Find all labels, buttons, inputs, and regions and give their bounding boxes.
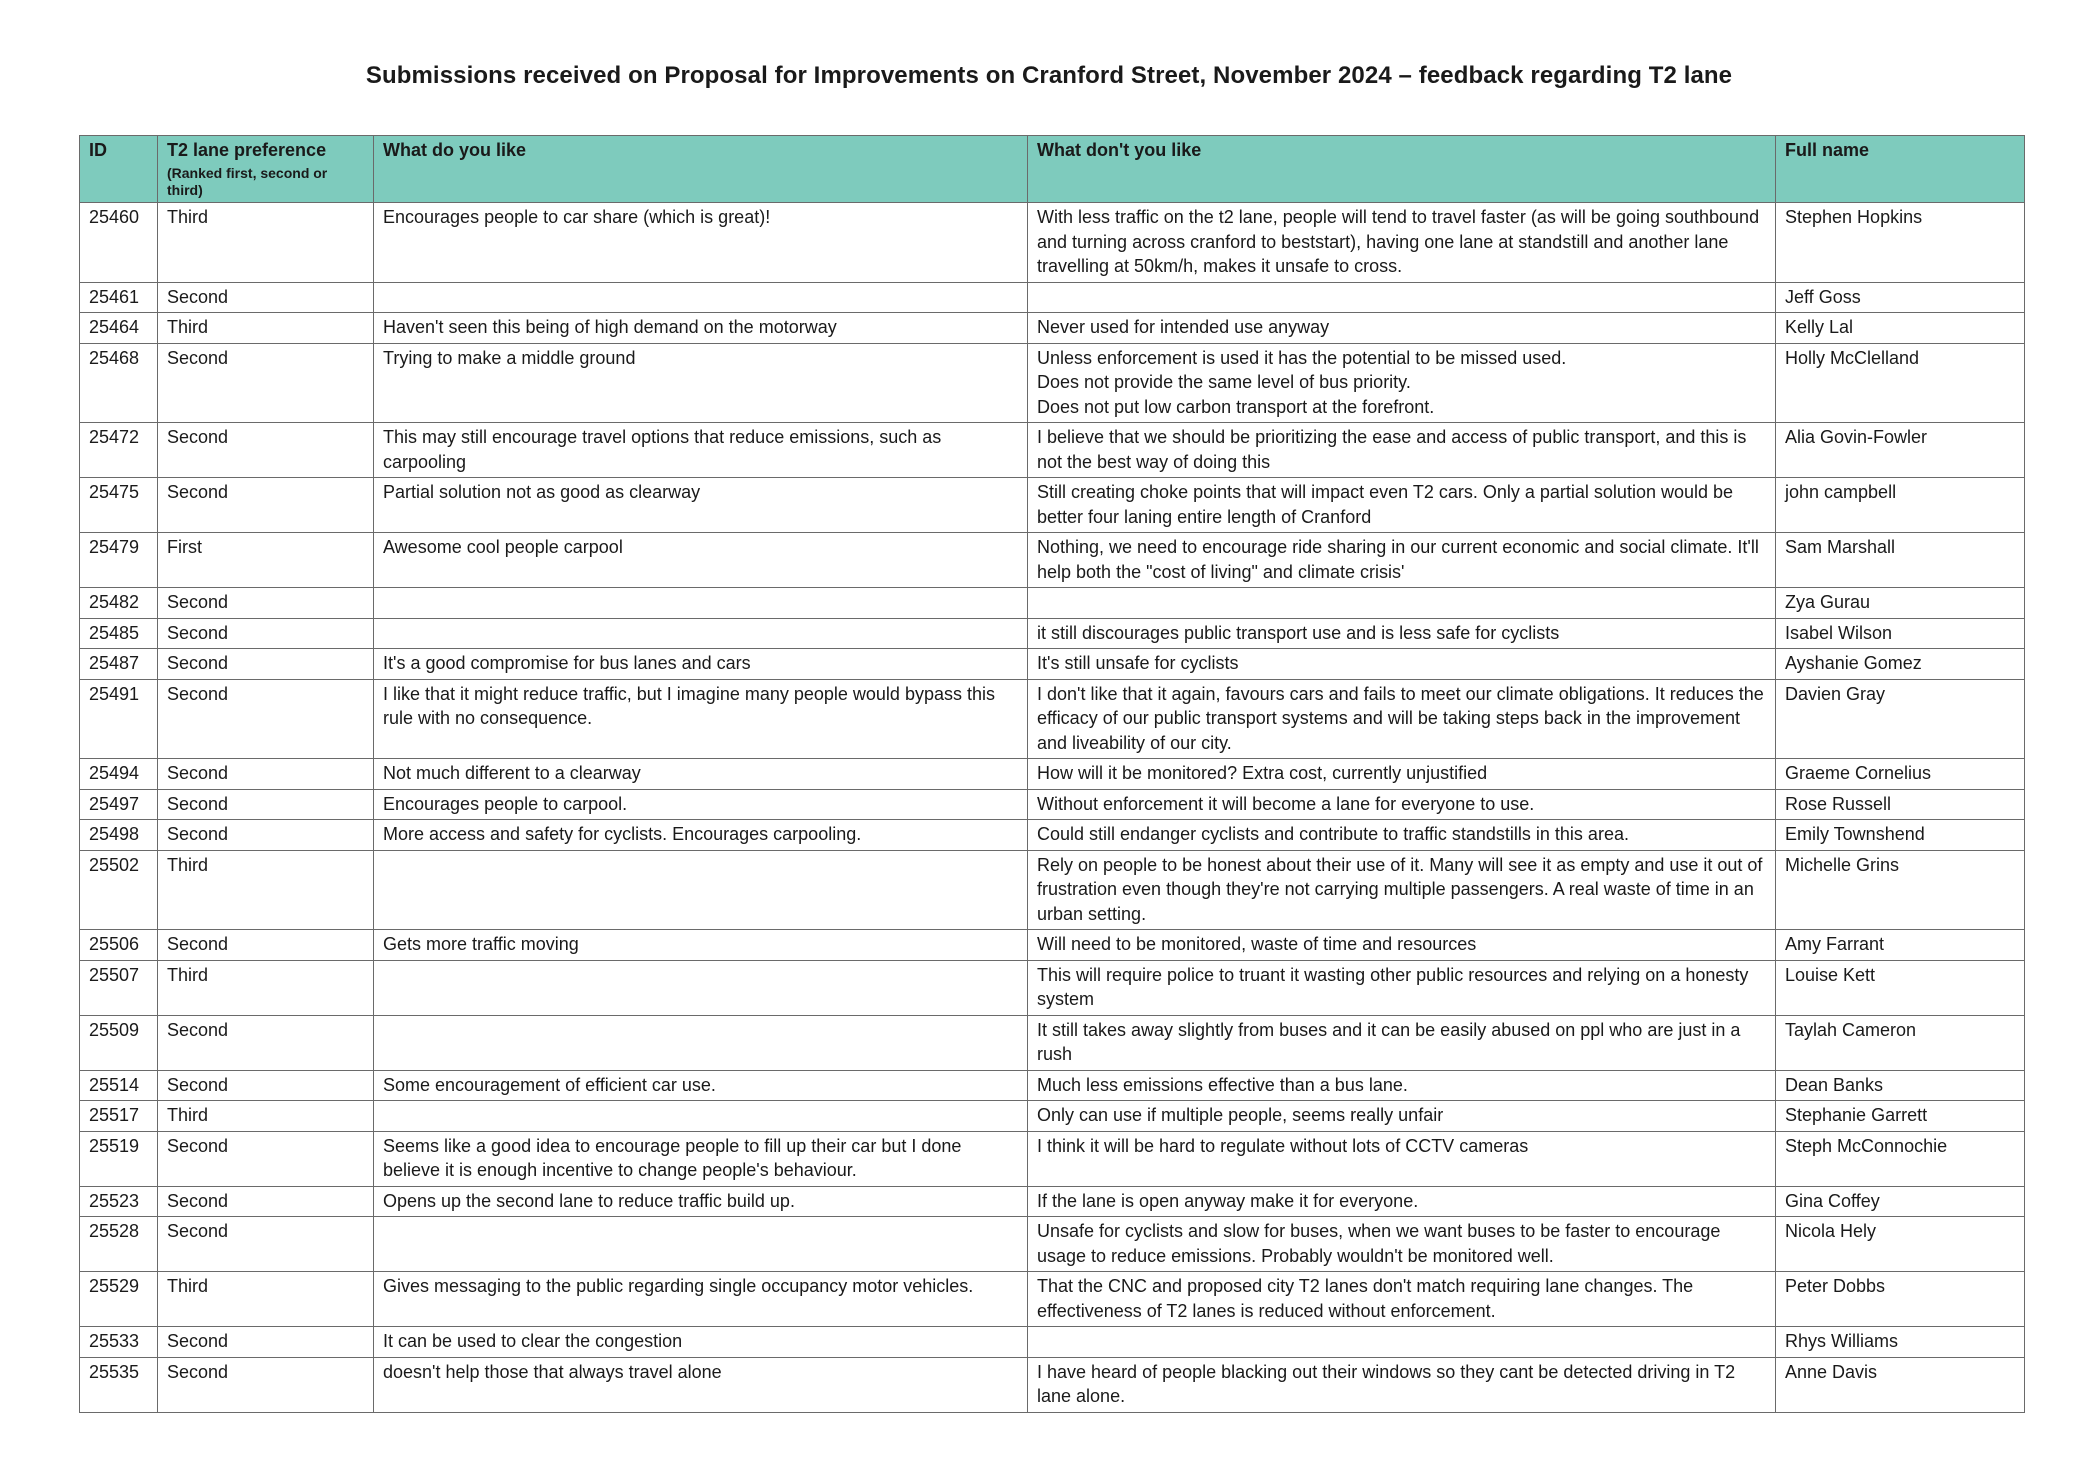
cell-full-name: Zya Gurau xyxy=(1776,588,2025,619)
dislike-line: I have heard of people blacking out their windows so they cant be detected driving in T2 lane alone. xyxy=(1037,1361,1736,1406)
cell-like xyxy=(374,1217,1028,1272)
submissions-table xyxy=(79,135,2025,1413)
cell-preference: Second xyxy=(158,1357,374,1412)
cell-preference: Second xyxy=(158,1327,374,1358)
cell-full-name: Nicola Hely xyxy=(1776,1217,2025,1272)
cell-id: 25517 xyxy=(80,1101,158,1132)
cell-id: 25485 xyxy=(80,618,158,649)
cell-dislike xyxy=(1028,649,1776,680)
table-row xyxy=(80,930,2025,961)
cell-dislike xyxy=(1028,1070,1776,1101)
cell-like: Gives messaging to the public regarding single occupancy motor vehicles. xyxy=(374,1272,1028,1327)
cell-like: More access and safety for cyclists. Encourages carpooling. xyxy=(374,820,1028,851)
cell-full-name: Sam Marshall xyxy=(1776,533,2025,588)
table-row xyxy=(80,1272,2025,1327)
cell-id: 25514 xyxy=(80,1070,158,1101)
cell-preference: Second xyxy=(158,1070,374,1101)
cell-full-name: Stephen Hopkins xyxy=(1776,203,2025,283)
cell-dislike xyxy=(1028,423,1776,478)
cell-id: 25491 xyxy=(80,679,158,759)
cell-full-name: Louise Kett xyxy=(1776,960,2025,1015)
cell-like: Gets more traffic moving xyxy=(374,930,1028,961)
dislike-line: Unless enforcement is used it has the potential to be missed used. xyxy=(1037,347,1567,368)
cell-dislike xyxy=(1028,820,1776,851)
cell-like: Awesome cool people carpool xyxy=(374,533,1028,588)
cell-preference: Second xyxy=(158,930,374,961)
cell-dislike xyxy=(1028,478,1776,533)
cell-full-name: Anne Davis xyxy=(1776,1357,2025,1412)
cell-dislike xyxy=(1028,343,1776,423)
cell-dislike xyxy=(1028,1327,1776,1358)
table-row xyxy=(80,1131,2025,1186)
cell-dislike xyxy=(1028,960,1776,1015)
cell-id: 25472 xyxy=(80,423,158,478)
header-preference-subtitle: (Ranked first, second or third) xyxy=(167,164,328,198)
cell-dislike xyxy=(1028,759,1776,790)
dislike-line: Nothing, we need to encourage ride sharing in our current economic and social climate. It'll help both the "cost of living" and climate crisis' xyxy=(1037,537,1759,582)
cell-full-name: john campbell xyxy=(1776,478,2025,533)
table-row xyxy=(80,960,2025,1015)
dislike-line: Does not provide the same level of bus priority. xyxy=(1037,372,1411,392)
cell-like: Encourages people to car share (which is great)! xyxy=(374,203,1028,283)
cell-like: Seems like a good idea to encourage people to fill up their car but I done believe it is enough incentive to change people's behaviour. xyxy=(374,1131,1028,1186)
cell-like xyxy=(374,1101,1028,1132)
cell-preference: Third xyxy=(158,850,374,930)
cell-dislike xyxy=(1028,1217,1776,1272)
cell-like: doesn't help those that always travel alone xyxy=(374,1357,1028,1412)
header-name: Full name xyxy=(1776,136,2025,203)
cell-preference: Second xyxy=(158,1186,374,1217)
cell-full-name: Graeme Cornelius xyxy=(1776,759,2025,790)
cell-like: Not much different to a clearway xyxy=(374,759,1028,790)
cell-like xyxy=(374,960,1028,1015)
cell-id: 25487 xyxy=(80,649,158,680)
cell-full-name: Peter Dobbs xyxy=(1776,1272,2025,1327)
dislike-line: I don't like that it again, favours cars and fails to meet our climate obligations. It reduces the efficacy of our public transport systems and will be taking steps back in the improvement and liveability of our city. xyxy=(1037,683,1764,753)
cell-dislike xyxy=(1028,789,1776,820)
cell-id: 25479 xyxy=(80,533,158,588)
dislike-line: it still discourages public transport use and is less safe for cyclists xyxy=(1037,622,1560,643)
table-row xyxy=(80,1070,2025,1101)
dislike-line: With less traffic on the t2 lane, people will tend to travel faster (as will be going southbound and turning across cranford to beststart), having one lane at standstill and another lane travelling at 50km/h, makes it unsafe to cross. xyxy=(1037,207,1760,276)
dislike-line: Rely on people to be honest about their use of it. Many will see it as empty and use it out of frustration even though they're not carrying multiple passengers. A real waste of time in an urban setting. xyxy=(1037,854,1763,924)
cell-preference: Third xyxy=(158,1272,374,1327)
cell-preference: Second xyxy=(158,1217,374,1272)
cell-id: 25497 xyxy=(80,789,158,820)
cell-full-name: Michelle Grins xyxy=(1776,850,2025,930)
cell-full-name: Amy Farrant xyxy=(1776,930,2025,961)
table-row xyxy=(80,1015,2025,1070)
cell-dislike xyxy=(1028,533,1776,588)
cell-id: 25460 xyxy=(80,203,158,283)
cell-dislike xyxy=(1028,313,1776,344)
cell-dislike xyxy=(1028,1015,1776,1070)
cell-like xyxy=(374,282,1028,313)
dislike-line: Never used for intended use anyway xyxy=(1037,317,1330,337)
cell-like xyxy=(374,588,1028,619)
cell-dislike xyxy=(1028,1131,1776,1186)
dislike-line: If the lane is open anyway make it for everyone. xyxy=(1037,1190,1419,1211)
cell-like: Some encouragement of efficient car use. xyxy=(374,1070,1028,1101)
cell-preference: Third xyxy=(158,313,374,344)
table-row xyxy=(80,313,2025,344)
cell-preference: Second xyxy=(158,1015,374,1070)
cell-like: Encourages people to carpool. xyxy=(374,789,1028,820)
cell-full-name: Dean Banks xyxy=(1776,1070,2025,1101)
cell-full-name: Emily Townshend xyxy=(1776,820,2025,851)
cell-id: 25464 xyxy=(80,313,158,344)
cell-preference: Second xyxy=(158,789,374,820)
table-row xyxy=(80,679,2025,759)
dislike-line: Without enforcement it will become a lane for everyone to use. xyxy=(1037,793,1535,814)
cell-full-name: Rose Russell xyxy=(1776,789,2025,820)
cell-preference: Third xyxy=(158,960,374,1015)
cell-like: Opens up the second lane to reduce traffic build up. xyxy=(374,1186,1028,1217)
dislike-line: It still takes away slightly from buses and it can be easily abused on ppl who are just in a rush xyxy=(1037,1019,1741,1064)
cell-preference: Second xyxy=(158,649,374,680)
cell-dislike xyxy=(1028,930,1776,961)
cell-id: 25519 xyxy=(80,1131,158,1186)
table-row xyxy=(80,203,2025,283)
dislike-line: Much less emissions effective than a bus lane. xyxy=(1037,1074,1408,1095)
cell-dislike xyxy=(1028,282,1776,313)
dislike-line: It's still unsafe for cyclists xyxy=(1037,653,1239,673)
dislike-line: That the CNC and proposed city T2 lanes don't match requiring lane changes. The effectiveness of T2 lanes is reduced without enforcement. xyxy=(1037,1276,1694,1321)
dislike-line: Could still endanger cyclists and contribute to traffic standstills in this area. xyxy=(1037,824,1629,844)
cell-full-name: Kelly Lal xyxy=(1776,313,2025,344)
cell-preference: First xyxy=(158,533,374,588)
cell-full-name: Jeff Goss xyxy=(1776,282,2025,313)
cell-full-name: Davien Gray xyxy=(1776,679,2025,759)
cell-like xyxy=(374,850,1028,930)
cell-id: 25523 xyxy=(80,1186,158,1217)
header-id: ID xyxy=(80,136,158,203)
cell-dislike xyxy=(1028,203,1776,283)
cell-like xyxy=(374,618,1028,649)
cell-dislike xyxy=(1028,1357,1776,1412)
cell-id: 25535 xyxy=(80,1357,158,1412)
cell-like: It's a good compromise for bus lanes and cars xyxy=(374,649,1028,680)
dislike-line: Still creating choke points that will impact even T2 cars. Only a partial solution would be better four laning entire length of Cranford xyxy=(1037,482,1734,527)
table-row xyxy=(80,1357,2025,1412)
cell-dislike xyxy=(1028,1186,1776,1217)
cell-dislike xyxy=(1028,1272,1776,1327)
cell-preference: Second xyxy=(158,820,374,851)
cell-id: 25529 xyxy=(80,1272,158,1327)
cell-full-name: Holly McClelland xyxy=(1776,343,2025,423)
dislike-line: I think it will be hard to regulate without lots of CCTV cameras xyxy=(1037,1135,1529,1156)
cell-full-name: Steph McConnochie xyxy=(1776,1131,2025,1186)
cell-preference: Second xyxy=(158,618,374,649)
cell-preference: Second xyxy=(158,478,374,533)
table-row xyxy=(80,1327,2025,1358)
cell-like xyxy=(374,1015,1028,1070)
dislike-line: I believe that we should be prioritizing the ease and access of public transport, and this is not the best way of doing this xyxy=(1037,427,1747,472)
header-preference-label: T2 lane preference xyxy=(167,140,327,160)
cell-id: 25494 xyxy=(80,759,158,790)
cell-preference: Second xyxy=(158,679,374,759)
document-title: Submissions received on Proposal for Improvements on Cranford Street, November 2024 – feedback regarding T2 lane xyxy=(365,62,1733,89)
cell-like: Haven't seen this being of high demand on the motorway xyxy=(374,313,1028,344)
header-like: What do you like xyxy=(374,136,1028,203)
table-row xyxy=(80,282,2025,313)
cell-id: 25507 xyxy=(80,960,158,1015)
table-row xyxy=(80,588,2025,619)
cell-like: I like that it might reduce traffic, but I imagine many people would bypass this rule with no consequence. xyxy=(374,679,1028,759)
cell-dislike xyxy=(1028,1101,1776,1132)
table-row xyxy=(80,343,2025,423)
cell-id: 25475 xyxy=(80,478,158,533)
table-row xyxy=(80,759,2025,790)
cell-id: 25498 xyxy=(80,820,158,851)
cell-id: 25533 xyxy=(80,1327,158,1358)
cell-dislike xyxy=(1028,588,1776,619)
cell-id: 25502 xyxy=(80,850,158,930)
cell-full-name: Rhys Williams xyxy=(1776,1327,2025,1358)
cell-dislike xyxy=(1028,850,1776,930)
table-row xyxy=(80,649,2025,680)
table-body xyxy=(80,203,2025,1413)
cell-preference: Third xyxy=(158,203,374,283)
cell-like: Trying to make a middle ground xyxy=(374,343,1028,423)
cell-full-name: Isabel Wilson xyxy=(1776,618,2025,649)
cell-preference: Second xyxy=(158,423,374,478)
cell-full-name: Ayshanie Gomez xyxy=(1776,649,2025,680)
cell-id: 25509 xyxy=(80,1015,158,1070)
cell-preference: Third xyxy=(158,1101,374,1132)
cell-like: It can be used to clear the congestion xyxy=(374,1327,1028,1358)
table-row xyxy=(80,423,2025,478)
table-row xyxy=(80,820,2025,851)
table-row xyxy=(80,618,2025,649)
cell-id: 25482 xyxy=(80,588,158,619)
table-header-row xyxy=(80,136,2025,203)
cell-full-name: Stephanie Garrett xyxy=(1776,1101,2025,1132)
cell-dislike xyxy=(1028,679,1776,759)
cell-id: 25468 xyxy=(80,343,158,423)
cell-id: 25506 xyxy=(80,930,158,961)
cell-full-name: Taylah Cameron xyxy=(1776,1015,2025,1070)
cell-preference: Second xyxy=(158,588,374,619)
cell-preference: Second xyxy=(158,282,374,313)
cell-preference: Second xyxy=(158,759,374,790)
dislike-line: Will need to be monitored, waste of time and resources xyxy=(1037,934,1477,954)
table-row xyxy=(80,1217,2025,1272)
cell-like: Partial solution not as good as clearway xyxy=(374,478,1028,533)
dislike-line: Only can use if multiple people, seems really unfair xyxy=(1037,1105,1444,1125)
cell-preference: Second xyxy=(158,1131,374,1186)
table-row xyxy=(80,533,2025,588)
cell-full-name: Gina Coffey xyxy=(1776,1186,2025,1217)
cell-id: 25461 xyxy=(80,282,158,313)
cell-id: 25528 xyxy=(80,1217,158,1272)
dislike-line: Does not put low carbon transport at the forefront. xyxy=(1037,396,1435,417)
table-row xyxy=(80,1101,2025,1132)
dislike-line: Unsafe for cyclists and slow for buses, when we want buses to be faster to encourage usage to reduce emissions. Probably wouldn't be monitored well. xyxy=(1037,1221,1721,1266)
dislike-line: This will require police to truant it wasting other public resources and relying on a honesty system xyxy=(1037,964,1749,1009)
cell-dislike xyxy=(1028,618,1776,649)
header-dislike: What don't you like xyxy=(1028,136,1776,203)
table-row xyxy=(80,1186,2025,1217)
cell-like: This may still encourage travel options that reduce emissions, such as carpooling xyxy=(374,423,1028,478)
dislike-line: How will it be monitored? Extra cost, currently unjustified xyxy=(1037,763,1488,783)
cell-preference: Second xyxy=(158,343,374,423)
table-row xyxy=(80,478,2025,533)
header-preference xyxy=(158,136,374,203)
cell-full-name: Alia Govin-Fowler xyxy=(1776,423,2025,478)
table-row xyxy=(80,850,2025,930)
table-row xyxy=(80,789,2025,820)
